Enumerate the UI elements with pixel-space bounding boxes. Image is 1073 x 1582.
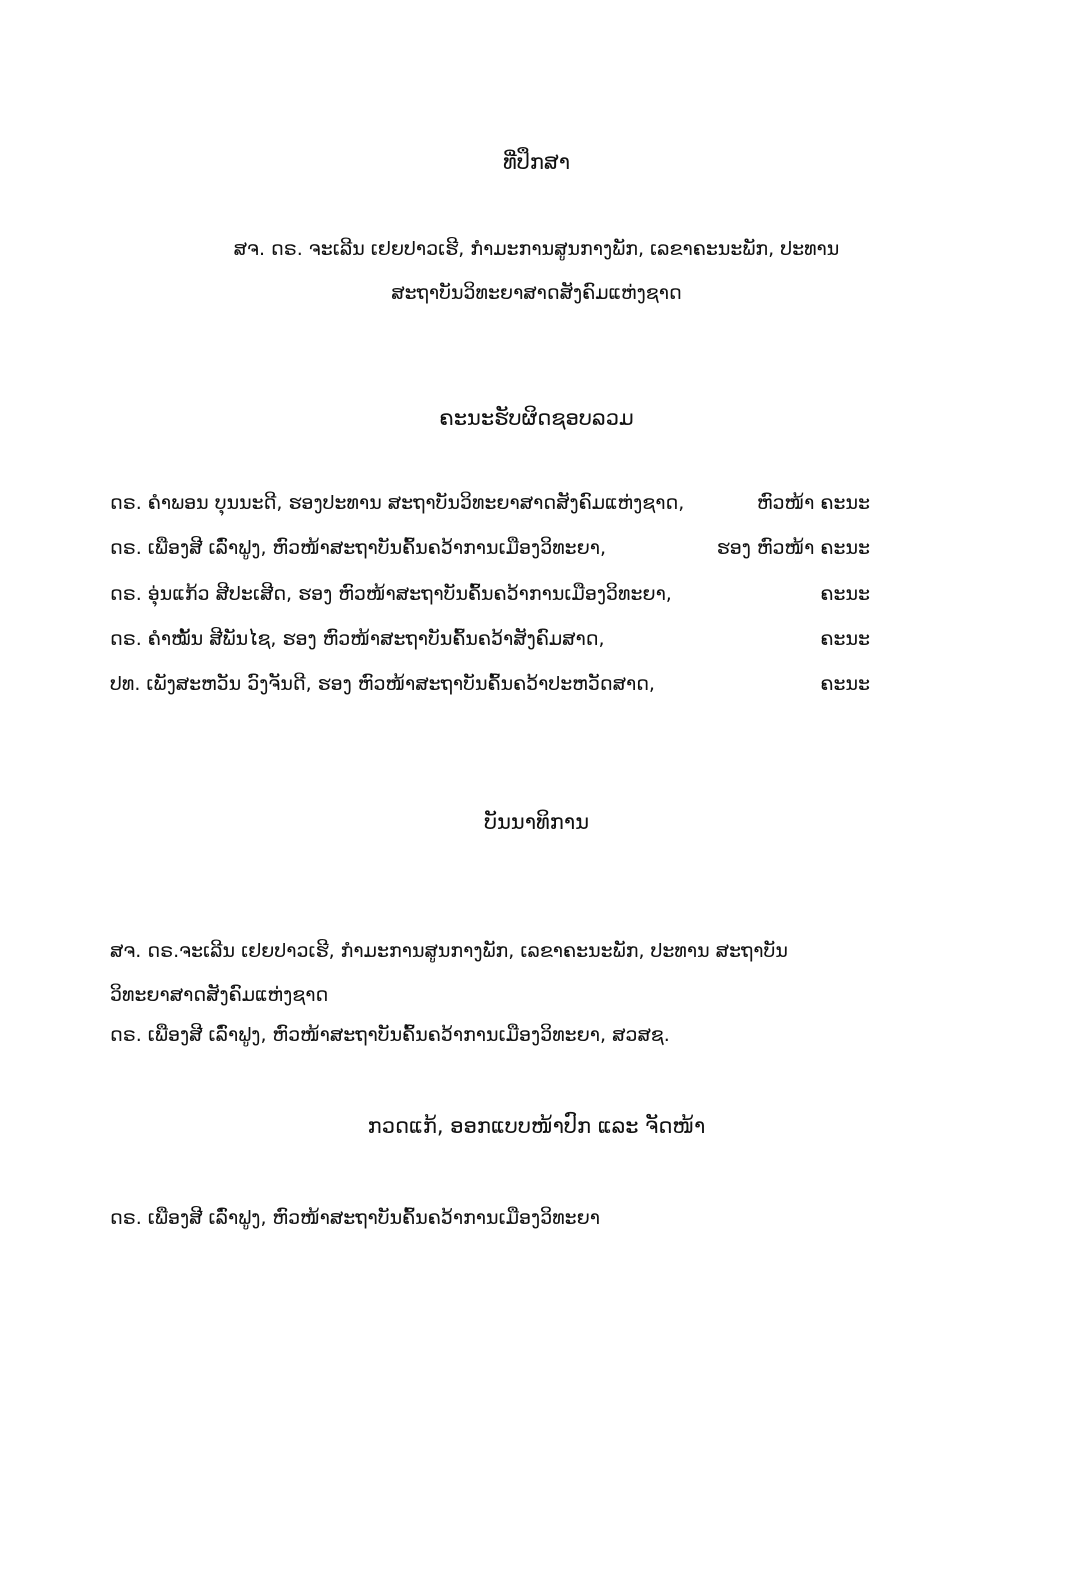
committee-member: ດຣ. ເພືອງສີ ເລົ່າຟູງ, ຫົວໜ້າສະຖາບັນຄົ້ນຄວ້າການເມືອງວິທະຍາ, [110, 537, 607, 559]
committee-row [110, 673, 870, 703]
committee-role: ຮອງ ຫົວໜ້າ ຄະນະ [716, 537, 870, 559]
committee-role: ຄະນະ [820, 628, 870, 650]
committee-heading: ຄະນະຮັບຜິດຊອບລວມ [439, 406, 634, 430]
committee-member: ປທ. ເພັງສະຫວັນ ວົງຈັນດີ, ຮອງ ຫົວໜ້າສະຖາບັນຄົ້ນຄວ້າປະຫວັດສາດ, [110, 673, 655, 695]
editorial-line-2: ວິທະຍາສາດສັງຄົມແຫ່ງຊາດ [110, 984, 329, 1006]
committee-role: ຄະນະ [820, 673, 870, 695]
committee-role: ຫົວໜ້າ ຄະນະ [756, 492, 870, 514]
committee-row [110, 583, 870, 613]
editorial-heading: ບັນນາທິການ [483, 810, 590, 834]
committee-member: ດຣ. ຄຳພອນ ບຸນນະດີ, ຮອງປະທານ ສະຖາບັນວິທະຍາສາດສັງຄົມແຫ່ງຊາດ, [110, 492, 685, 514]
committee-role: ຄະນະ [820, 583, 870, 605]
advisor-heading: ທີ່ປຶກສາ [502, 150, 571, 174]
editorial-line-3: ດຣ. ເພືອງສີ ເລົ່າຟູງ, ຫົວໜ້າສະຖາບັນຄົ້ນຄວ້າການເມືອງວິທະຍາ, ສວສຊ. [110, 1024, 670, 1046]
committee-row [110, 492, 870, 522]
design-line-1: ດຣ. ເພືອງສີ ເລົ່າຟູງ, ຫົວໜ້າສະຖາບັນຄົ້ນຄວ້າການເມືອງວິທະຍາ [110, 1207, 600, 1229]
committee-member: ດຣ. ຄຳໝັ້ນ ສີພັນໄຊ, ຮອງ ຫົວໜ້າສະຖາບັນຄົ້ນຄວ້າສັງຄົມສາດ, [110, 628, 605, 650]
committee-row [110, 628, 870, 658]
editorial-line-1: ສຈ. ດຣ.ຈະເລີນ ເຢຍປາວເຮີ, ກຳມະການສູນກາງພັກ, ເລຂາຄະນະພັກ, ປະທານ ສະຖາບັນ [110, 940, 788, 962]
advisor-line-2: ສະຖາບັນວິທະຍາສາດສັງຄົມແຫ່ງຊາດ [391, 282, 682, 304]
committee-row [110, 537, 870, 567]
design-heading: ກວດແກ້, ອອກແບບໜ້າປົກ ແລະ ຈັດໜ້າ [367, 1114, 706, 1138]
committee-member: ດຣ. ອຸ່ນແກ້ວ ສີປະເສີດ, ຮອງ ຫົວໜ້າສະຖາບັນຄົ້ນຄວ້າການເມືອງວິທະຍາ, [110, 583, 672, 605]
advisor-line-1: ສຈ. ດຣ. ຈະເລີນ ເຢຍປາວເຮີ, ກຳມະການສູນກາງພັກ, ເລຂາຄະນະພັກ, ປະທານ [233, 238, 840, 260]
